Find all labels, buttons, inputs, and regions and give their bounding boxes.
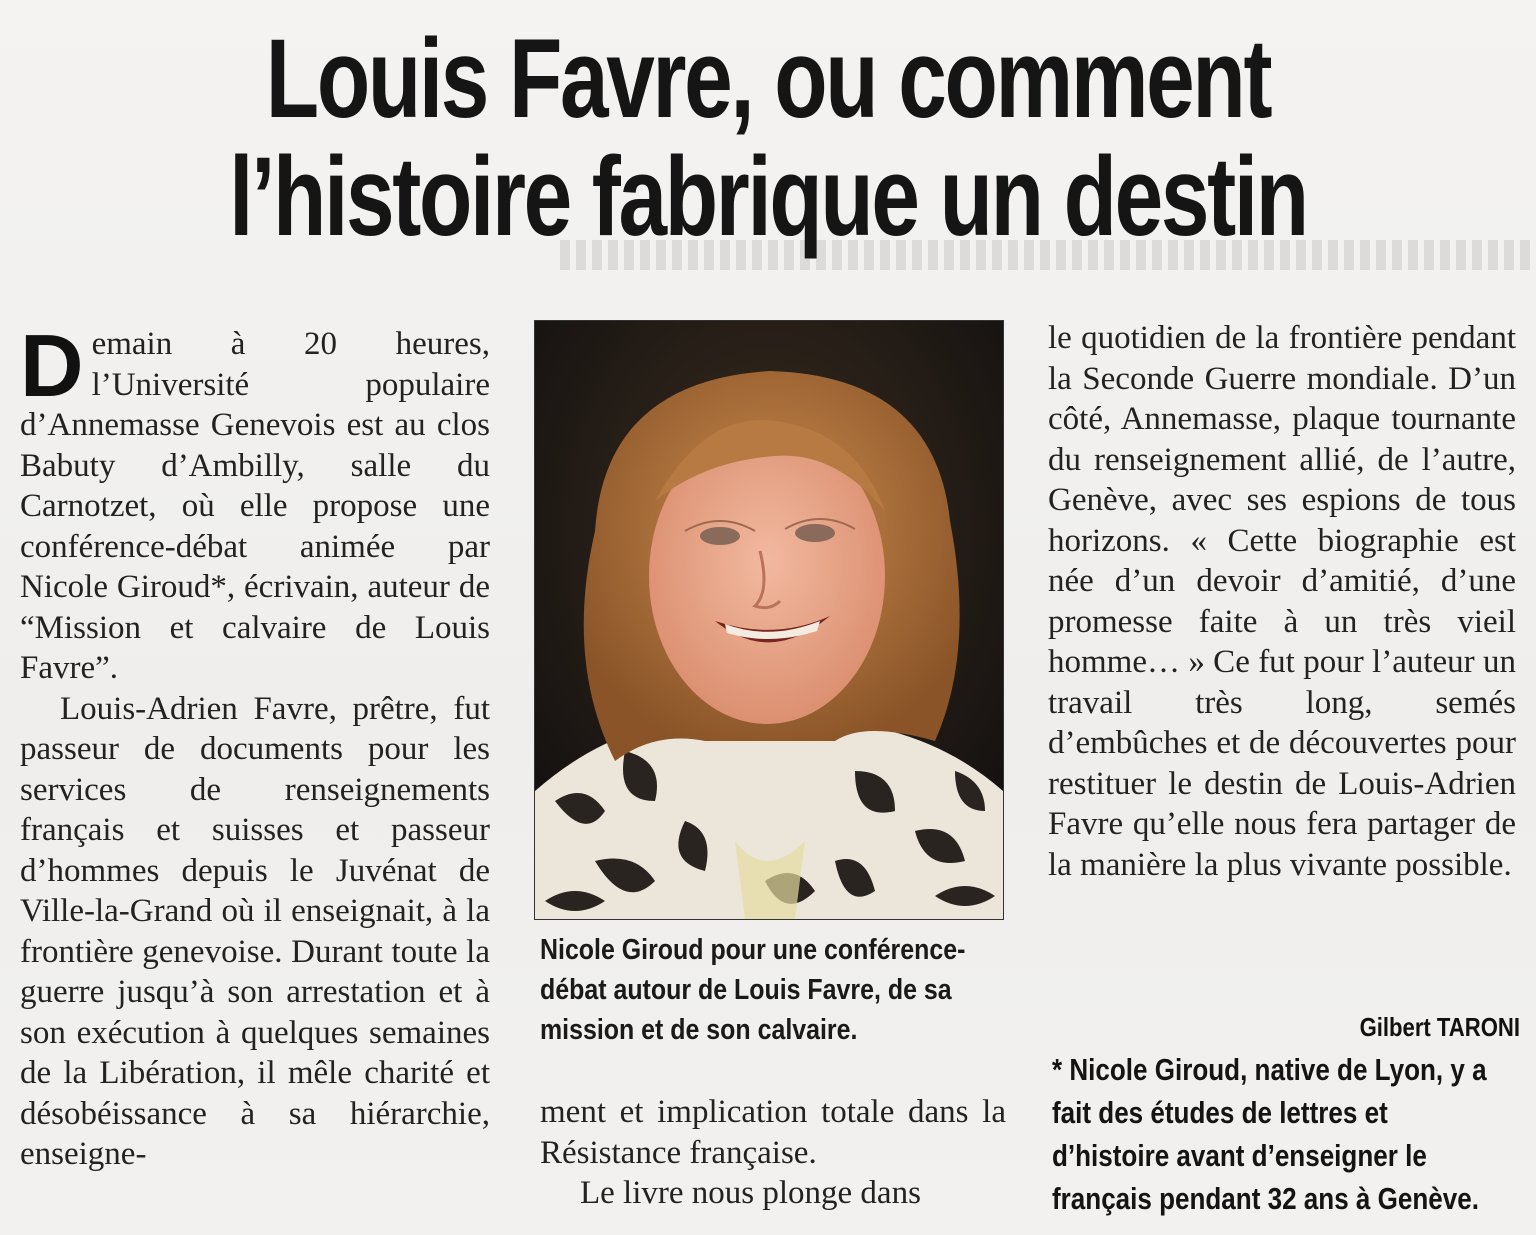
article-column-right — [1048, 318, 1516, 885]
article-paragraph-5: le quotidien de la frontière pendant la Seconde Guerre mondiale. D’un côté, Annemasse, plaque tournante du renseignement allié, de l’autre, Genève, avec ses espions de tous horizons. « Cette biographie est née d’un devoir d’amitié, d’une promesse faite à un très vieil homme… » Ce fut pour l’auteur un travail très long, semés d’embûches et de découvertes pour restituer le destin de Louis-Adrien Favre qu’elle nous fera partager de la manière la plus vivante possible. — [1048, 320, 1516, 883]
headline-line-2: l’histoire fabrique un destin — [229, 134, 1307, 259]
drop-cap: D — [20, 316, 84, 415]
article-paragraph-1 — [20, 316, 490, 689]
author-footnote — [1052, 1048, 1506, 1220]
headline-line-1: Louis Favre, ou comment — [265, 16, 1271, 141]
footnote-line-4: français pendant 32 ans à Genève. — [1052, 1181, 1479, 1216]
article-headline — [169, 16, 1367, 259]
paragraph-1-text: emain à 20 heures, l’Université populaire d’Annemasse Genevois est au clos Babuty d’Ambilly, salle du Carnotzet, où elle propose une conférence-débat animée par Nicole Giroud*, écrivain, auteur de “Mission et calvaire de Louis Favre”. — [20, 326, 490, 686]
photo-caption: Nicole Giroud pour une conférence-débat autour de Louis Favre, de sa mission et de son calvaire. — [540, 934, 966, 1046]
article-paragraph-4: Le livre nous plonge dans — [580, 1175, 921, 1211]
author-signature: Gilbert TARONI — [1359, 1012, 1520, 1042]
portrait-illustration — [535, 321, 1003, 919]
portrait-photo — [534, 320, 1004, 920]
footnote-line-3: d’histoire avant d’enseigner le — [1052, 1138, 1427, 1173]
article-paragraph-2: Louis-Adrien Favre, prêtre, fut passeur de documents pour les services de renseignements français et suisses et passeur d’hommes depuis le Juvénat de Ville-la-Grand où il enseignait, à la frontière genevoise. Durant toute la guerre jusqu’à son arrestation et à son exécution à quelques semaines de la Libération, il mêle charité et désobéissance à sa hiérarchie, enseigne- — [20, 690, 490, 1172]
article-column-left — [20, 316, 490, 1175]
article-paragraph-3: ment et implication totale dans la Résistance française. — [540, 1094, 1006, 1171]
footnote-line-1: * Nicole Giroud, native de Lyon, y a — [1052, 1052, 1487, 1087]
footnote-line-2: fait des études de lettres et — [1052, 1095, 1388, 1130]
article-column-middle — [540, 1092, 1006, 1214]
